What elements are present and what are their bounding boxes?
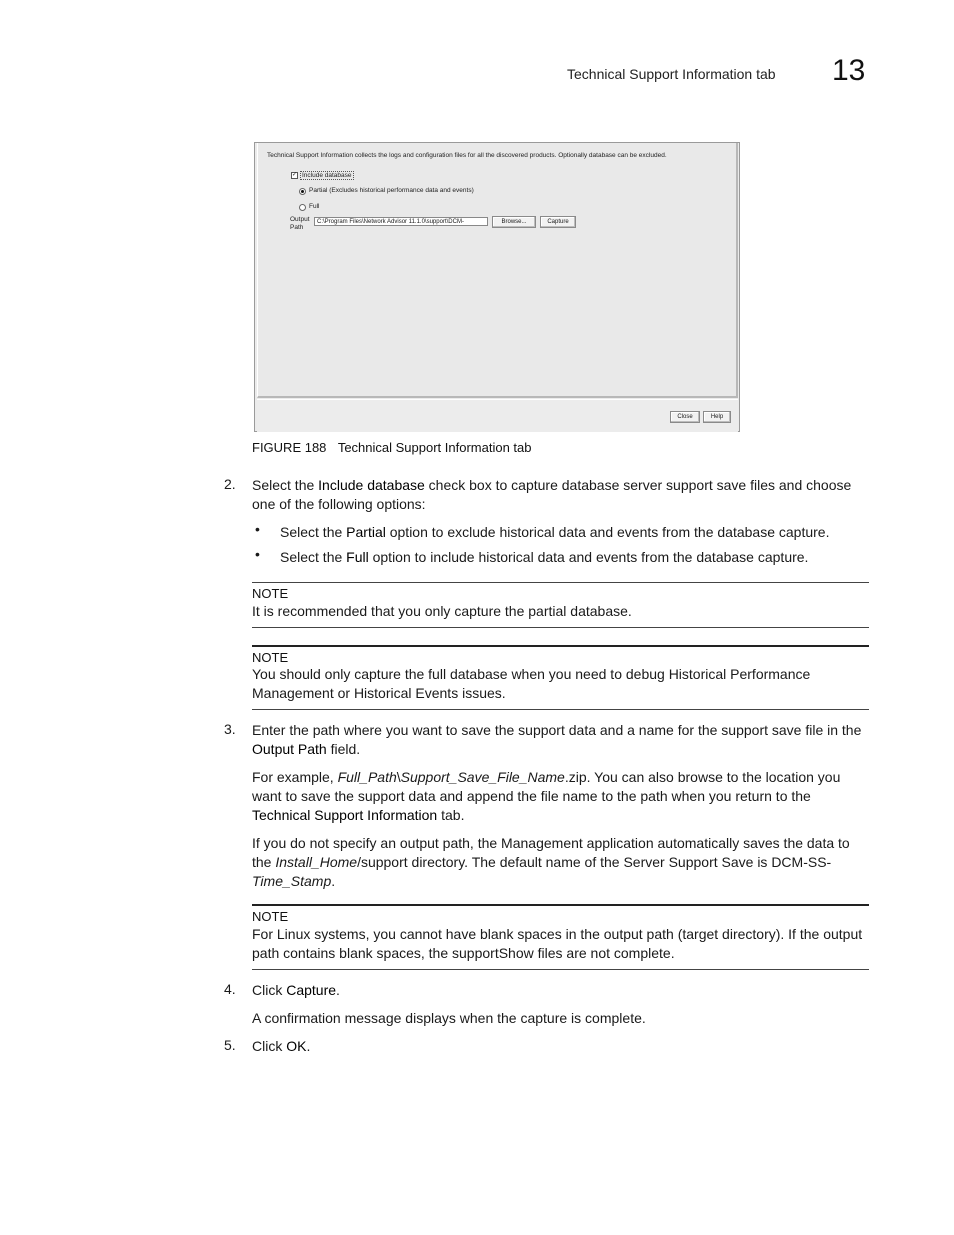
- step-4-result-text: A confirmation message displays when the capture is complete.: [252, 1010, 646, 1026]
- help-button[interactable]: Help: [703, 411, 731, 423]
- ui-term: Capture: [286, 982, 337, 998]
- note-bottom-rule: [252, 969, 869, 970]
- full-label: Full: [309, 203, 320, 210]
- note-1-text: It is recommended that you only capture the partial database.: [252, 603, 632, 619]
- step-2-text: Select the Include database check box to capture database server support save files and choose one of the following options:: [252, 477, 852, 512]
- chapter-number: 13: [832, 54, 866, 87]
- output-path-input[interactable]: C:\Program Files\Network Advisor 11.1.0\support\DCM-: [314, 217, 488, 226]
- output-path-label: Output Path: [290, 216, 310, 231]
- step-3-default-text: If you do not specify an output path, the Management application automatically saves the data to the Install_Home/support directory. The default name of the Server Support Save is DCM-SS-Time_Stamp.: [252, 835, 850, 889]
- note-bottom-rule: [252, 709, 869, 710]
- ui-term: Output Path: [252, 741, 327, 757]
- step-number: 5.: [224, 1037, 236, 1053]
- note-top-rule: [252, 645, 869, 647]
- figure-caption-text: Technical Support Information tab: [337, 440, 532, 455]
- ui-term: Full: [346, 549, 369, 565]
- step-3-text: Enter the path where you want to save the support data and a name for the support save file in the Output Path field.: [252, 722, 862, 757]
- bullet-icon: •: [255, 521, 260, 537]
- note-top-rule: [252, 582, 869, 583]
- bullet-icon: •: [255, 546, 260, 562]
- step-3-example-text: For example, Full_Path\Support_Save_File_Name.zip. You can also browse to the location you want to save the support data and append the file name to the path when you return to the Technical Support Information tab.: [252, 769, 841, 823]
- include-database-label: Include database: [302, 172, 352, 179]
- note-heading: NOTE: [252, 586, 289, 601]
- close-button[interactable]: Close: [670, 411, 700, 423]
- note-top-rule: [252, 904, 869, 906]
- step-number: 4.: [224, 981, 236, 997]
- note-2-text: You should only capture the full database when you need to debug Historical Performance Management or Historical Events issues.: [252, 666, 811, 701]
- step-4-text: Click Capture.: [252, 982, 340, 998]
- step-5-text: Click OK.: [252, 1038, 311, 1054]
- tab-content-panel: [257, 143, 738, 398]
- step-number: 3.: [224, 721, 236, 737]
- figure-caption: [252, 440, 531, 455]
- ui-term: Include database: [318, 477, 425, 493]
- bullet-full-text: Select the Full option to include historical data and events from the database capture.: [280, 549, 809, 565]
- bullet-partial-text: Select the Partial option to exclude historical data and events from the database capture.: [280, 524, 830, 540]
- note-bottom-rule: [252, 627, 869, 628]
- full-radio[interactable]: [299, 204, 306, 211]
- partial-label: Partial (Excludes historical performance data and events): [309, 187, 474, 194]
- step-number: 2.: [224, 476, 236, 492]
- technical-support-dialog-figure: [254, 142, 740, 432]
- partial-radio[interactable]: [299, 188, 306, 195]
- browse-button[interactable]: Browse...: [492, 216, 536, 228]
- note-heading: NOTE: [252, 909, 289, 924]
- dialog-footer: [257, 399, 738, 432]
- ui-term: OK: [286, 1038, 307, 1054]
- note-heading: NOTE: [252, 650, 289, 665]
- description-text: Technical Support Information collects the logs and configuration files for all the discovered products. Optionally database can be excluded.: [267, 152, 667, 159]
- running-header-title: Technical Support Information tab: [567, 66, 776, 82]
- ui-term: Technical Support Information: [252, 807, 438, 823]
- ui-term: Partial: [346, 524, 386, 540]
- note-3-text: For Linux systems, you cannot have blank spaces in the output path (target directory). If the output path contains blank spaces, the supportShow files are not complete.: [252, 926, 863, 961]
- include-database-checkbox[interactable]: ✓: [292, 172, 298, 178]
- figure-label: FIGURE 188: [252, 440, 327, 455]
- capture-button[interactable]: Capture: [540, 216, 576, 228]
